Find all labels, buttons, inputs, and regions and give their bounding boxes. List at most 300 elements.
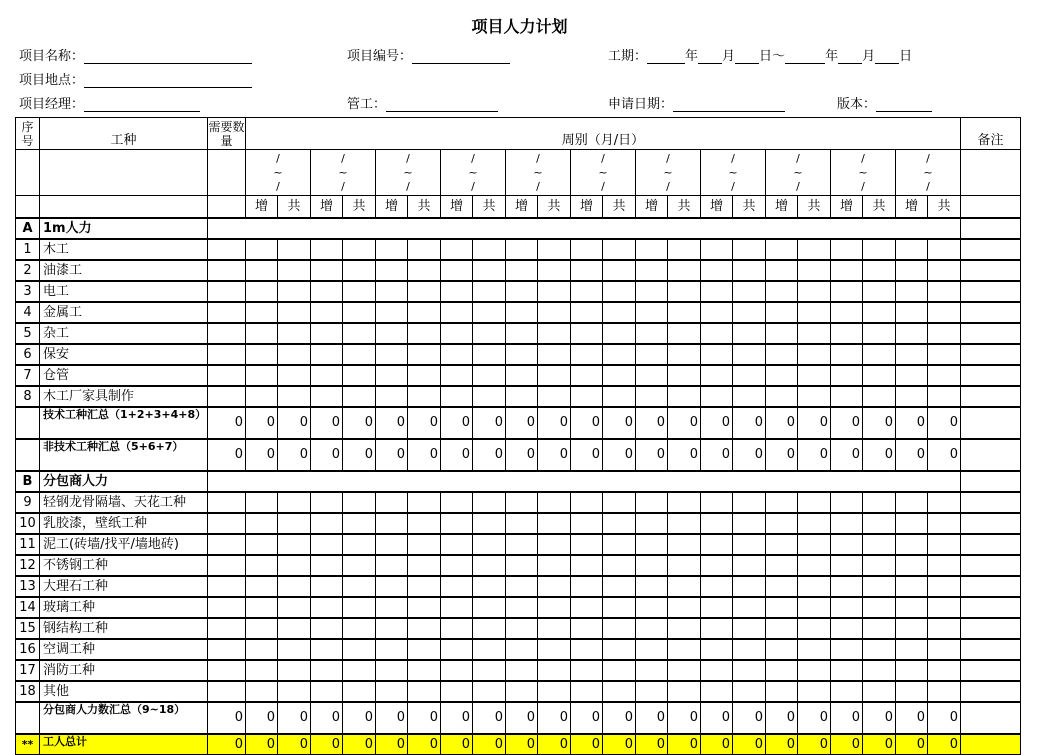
total-cell[interactable] (278, 302, 311, 323)
remark-cell[interactable] (961, 365, 1021, 386)
total-cell[interactable] (603, 513, 636, 534)
total-cell[interactable] (343, 555, 376, 576)
total-cell[interactable] (473, 555, 506, 576)
inc-cell[interactable] (246, 513, 278, 534)
total-cell[interactable] (928, 660, 961, 681)
total-cell[interactable] (733, 344, 766, 365)
inc-cell[interactable] (831, 597, 863, 618)
apply-date-field[interactable] (608, 93, 785, 112)
inc-cell[interactable] (571, 323, 603, 344)
inc-cell[interactable] (896, 681, 928, 702)
inc-cell[interactable] (701, 386, 733, 407)
inc-cell[interactable] (441, 281, 473, 302)
inc-cell[interactable] (571, 555, 603, 576)
total-cell[interactable] (733, 681, 766, 702)
total-cell[interactable] (278, 386, 311, 407)
total-cell[interactable] (278, 344, 311, 365)
need-cell[interactable] (208, 534, 246, 555)
total-cell[interactable] (538, 344, 571, 365)
total-cell[interactable] (863, 597, 896, 618)
week-date-cell[interactable] (636, 150, 701, 196)
inc-cell[interactable] (441, 660, 473, 681)
inc-cell[interactable] (896, 534, 928, 555)
inc-cell[interactable] (376, 513, 408, 534)
need-cell[interactable] (208, 260, 246, 281)
total-cell[interactable] (343, 365, 376, 386)
total-cell[interactable] (278, 681, 311, 702)
total-cell[interactable] (733, 365, 766, 386)
remark-cell[interactable] (961, 681, 1021, 702)
inc-cell[interactable] (701, 576, 733, 597)
inc-cell[interactable] (506, 281, 538, 302)
total-cell[interactable] (733, 239, 766, 260)
inc-cell[interactable] (571, 597, 603, 618)
total-cell[interactable] (278, 576, 311, 597)
need-cell[interactable] (208, 513, 246, 534)
total-cell[interactable] (473, 365, 506, 386)
inc-cell[interactable] (896, 513, 928, 534)
total-cell[interactable] (343, 639, 376, 660)
total-cell[interactable] (473, 597, 506, 618)
total-cell[interactable] (473, 576, 506, 597)
manager-field[interactable] (19, 93, 200, 112)
remark-cell[interactable] (961, 386, 1021, 407)
inc-cell[interactable] (441, 513, 473, 534)
inc-cell[interactable] (701, 260, 733, 281)
inc-cell[interactable] (311, 639, 343, 660)
total-cell[interactable] (343, 302, 376, 323)
total-cell[interactable] (928, 323, 961, 344)
inc-cell[interactable] (766, 386, 798, 407)
week-date-cell[interactable] (246, 150, 311, 196)
inc-cell[interactable] (636, 555, 668, 576)
inc-cell[interactable] (571, 618, 603, 639)
total-cell[interactable] (538, 597, 571, 618)
total-cell[interactable] (538, 513, 571, 534)
inc-cell[interactable] (636, 386, 668, 407)
total-cell[interactable] (538, 492, 571, 513)
total-cell[interactable] (863, 260, 896, 281)
total-cell[interactable] (278, 639, 311, 660)
total-cell[interactable] (408, 365, 441, 386)
week-date-cell[interactable] (701, 150, 766, 196)
total-cell[interactable] (343, 618, 376, 639)
inc-cell[interactable] (896, 344, 928, 365)
total-cell[interactable] (603, 576, 636, 597)
total-cell[interactable] (603, 239, 636, 260)
total-cell[interactable] (798, 365, 831, 386)
total-cell[interactable] (278, 597, 311, 618)
total-cell[interactable] (798, 513, 831, 534)
inc-cell[interactable] (506, 660, 538, 681)
total-cell[interactable] (668, 597, 701, 618)
total-cell[interactable] (603, 555, 636, 576)
total-cell[interactable] (863, 513, 896, 534)
total-cell[interactable] (538, 534, 571, 555)
inc-cell[interactable] (506, 344, 538, 365)
total-cell[interactable] (473, 513, 506, 534)
total-cell[interactable] (473, 534, 506, 555)
need-cell[interactable] (208, 281, 246, 302)
week-date-cell[interactable] (831, 150, 896, 196)
inc-cell[interactable] (766, 639, 798, 660)
total-cell[interactable] (928, 618, 961, 639)
remark-cell[interactable] (961, 407, 1021, 439)
total-cell[interactable] (603, 597, 636, 618)
remark-cell[interactable] (961, 660, 1021, 681)
total-cell[interactable] (928, 344, 961, 365)
total-cell[interactable] (928, 302, 961, 323)
inc-cell[interactable] (766, 281, 798, 302)
total-cell[interactable] (733, 513, 766, 534)
total-cell[interactable] (343, 386, 376, 407)
total-cell[interactable] (278, 618, 311, 639)
project-name-field[interactable] (19, 45, 252, 64)
inc-cell[interactable] (441, 576, 473, 597)
inc-cell[interactable] (311, 681, 343, 702)
inc-cell[interactable] (311, 660, 343, 681)
supervisor-field[interactable] (347, 93, 498, 112)
inc-cell[interactable] (311, 260, 343, 281)
inc-cell[interactable] (376, 660, 408, 681)
inc-cell[interactable] (311, 555, 343, 576)
total-cell[interactable] (798, 555, 831, 576)
inc-cell[interactable] (766, 618, 798, 639)
inc-cell[interactable] (246, 660, 278, 681)
inc-cell[interactable] (831, 260, 863, 281)
total-cell[interactable] (343, 534, 376, 555)
inc-cell[interactable] (311, 281, 343, 302)
inc-cell[interactable] (636, 344, 668, 365)
inc-cell[interactable] (506, 323, 538, 344)
location-blank[interactable] (84, 74, 252, 88)
total-cell[interactable] (408, 281, 441, 302)
manager-blank[interactable] (84, 98, 200, 112)
inc-cell[interactable] (831, 660, 863, 681)
total-cell[interactable] (408, 555, 441, 576)
total-cell[interactable] (668, 513, 701, 534)
total-cell[interactable] (343, 239, 376, 260)
inc-cell[interactable] (246, 281, 278, 302)
inc-cell[interactable] (246, 534, 278, 555)
total-cell[interactable] (798, 260, 831, 281)
remark-cell[interactable] (961, 471, 1021, 492)
inc-cell[interactable] (896, 576, 928, 597)
inc-cell[interactable] (376, 365, 408, 386)
total-cell[interactable] (733, 281, 766, 302)
total-cell[interactable] (473, 639, 506, 660)
inc-cell[interactable] (896, 239, 928, 260)
inc-cell[interactable] (571, 344, 603, 365)
inc-cell[interactable] (831, 639, 863, 660)
total-cell[interactable] (668, 344, 701, 365)
inc-cell[interactable] (636, 597, 668, 618)
total-cell[interactable] (863, 365, 896, 386)
remark-cell[interactable] (961, 260, 1021, 281)
total-cell[interactable] (668, 576, 701, 597)
inc-cell[interactable] (831, 386, 863, 407)
inc-cell[interactable] (896, 386, 928, 407)
inc-cell[interactable] (441, 534, 473, 555)
inc-cell[interactable] (831, 365, 863, 386)
remark-cell[interactable] (961, 513, 1021, 534)
total-cell[interactable] (473, 239, 506, 260)
inc-cell[interactable] (831, 576, 863, 597)
inc-cell[interactable] (376, 344, 408, 365)
inc-cell[interactable] (701, 344, 733, 365)
inc-cell[interactable] (506, 618, 538, 639)
inc-cell[interactable] (701, 365, 733, 386)
total-cell[interactable] (668, 302, 701, 323)
remark-cell[interactable] (961, 492, 1021, 513)
inc-cell[interactable] (766, 344, 798, 365)
total-cell[interactable] (603, 660, 636, 681)
inc-cell[interactable] (636, 281, 668, 302)
remark-cell[interactable] (961, 302, 1021, 323)
inc-cell[interactable] (311, 492, 343, 513)
inc-cell[interactable] (766, 597, 798, 618)
inc-cell[interactable] (376, 576, 408, 597)
total-cell[interactable] (928, 576, 961, 597)
inc-cell[interactable] (506, 555, 538, 576)
total-cell[interactable] (408, 513, 441, 534)
total-cell[interactable] (863, 639, 896, 660)
inc-cell[interactable] (506, 576, 538, 597)
inc-cell[interactable] (571, 576, 603, 597)
inc-cell[interactable] (311, 239, 343, 260)
inc-cell[interactable] (701, 618, 733, 639)
inc-cell[interactable] (636, 323, 668, 344)
week-date-cell[interactable] (311, 150, 376, 196)
total-cell[interactable] (928, 555, 961, 576)
inc-cell[interactable] (376, 555, 408, 576)
inc-cell[interactable] (506, 681, 538, 702)
inc-cell[interactable] (506, 639, 538, 660)
inc-cell[interactable] (246, 323, 278, 344)
total-cell[interactable] (863, 281, 896, 302)
total-cell[interactable] (278, 239, 311, 260)
total-cell[interactable] (473, 344, 506, 365)
need-cell[interactable] (208, 323, 246, 344)
total-cell[interactable] (278, 492, 311, 513)
total-cell[interactable] (278, 281, 311, 302)
inc-cell[interactable] (441, 639, 473, 660)
inc-cell[interactable] (506, 260, 538, 281)
total-cell[interactable] (798, 323, 831, 344)
total-cell[interactable] (538, 281, 571, 302)
total-cell[interactable] (733, 618, 766, 639)
inc-cell[interactable] (636, 681, 668, 702)
total-cell[interactable] (863, 555, 896, 576)
need-cell[interactable] (208, 386, 246, 407)
total-cell[interactable] (733, 576, 766, 597)
total-cell[interactable] (538, 302, 571, 323)
inc-cell[interactable] (376, 639, 408, 660)
total-cell[interactable] (343, 260, 376, 281)
remark-cell[interactable] (961, 597, 1021, 618)
total-cell[interactable] (278, 534, 311, 555)
total-cell[interactable] (668, 618, 701, 639)
total-cell[interactable] (798, 576, 831, 597)
total-cell[interactable] (473, 281, 506, 302)
project-name-blank[interactable] (84, 50, 252, 64)
total-cell[interactable] (538, 365, 571, 386)
inc-cell[interactable] (896, 492, 928, 513)
inc-cell[interactable] (506, 492, 538, 513)
inc-cell[interactable] (766, 681, 798, 702)
version-blank[interactable] (876, 98, 932, 112)
inc-cell[interactable] (441, 302, 473, 323)
total-cell[interactable] (343, 344, 376, 365)
inc-cell[interactable] (311, 344, 343, 365)
inc-cell[interactable] (571, 365, 603, 386)
inc-cell[interactable] (831, 534, 863, 555)
total-cell[interactable] (538, 323, 571, 344)
inc-cell[interactable] (896, 639, 928, 660)
total-cell[interactable] (733, 386, 766, 407)
inc-cell[interactable] (376, 534, 408, 555)
total-cell[interactable] (863, 239, 896, 260)
inc-cell[interactable] (246, 302, 278, 323)
inc-cell[interactable] (766, 239, 798, 260)
remark-cell[interactable] (961, 618, 1021, 639)
total-cell[interactable] (603, 365, 636, 386)
total-cell[interactable] (928, 534, 961, 555)
inc-cell[interactable] (701, 302, 733, 323)
total-cell[interactable] (473, 260, 506, 281)
inc-cell[interactable] (441, 555, 473, 576)
total-cell[interactable] (473, 681, 506, 702)
total-cell[interactable] (278, 260, 311, 281)
total-cell[interactable] (668, 639, 701, 660)
remark-cell[interactable] (961, 344, 1021, 365)
need-cell[interactable] (208, 239, 246, 260)
total-cell[interactable] (928, 597, 961, 618)
inc-cell[interactable] (441, 239, 473, 260)
total-cell[interactable] (863, 492, 896, 513)
inc-cell[interactable] (896, 323, 928, 344)
total-cell[interactable] (603, 386, 636, 407)
inc-cell[interactable] (766, 365, 798, 386)
total-cell[interactable] (343, 576, 376, 597)
total-cell[interactable] (343, 660, 376, 681)
total-cell[interactable] (668, 260, 701, 281)
total-cell[interactable] (343, 513, 376, 534)
inc-cell[interactable] (376, 681, 408, 702)
total-cell[interactable] (798, 660, 831, 681)
remark-cell[interactable] (961, 702, 1021, 734)
total-cell[interactable] (863, 302, 896, 323)
inc-cell[interactable] (831, 344, 863, 365)
inc-cell[interactable] (376, 239, 408, 260)
need-cell[interactable] (208, 555, 246, 576)
need-cell[interactable] (208, 597, 246, 618)
total-cell[interactable] (278, 365, 311, 386)
inc-cell[interactable] (896, 618, 928, 639)
total-cell[interactable] (863, 618, 896, 639)
inc-cell[interactable] (831, 618, 863, 639)
inc-cell[interactable] (766, 513, 798, 534)
total-cell[interactable] (538, 239, 571, 260)
total-cell[interactable] (733, 302, 766, 323)
week-date-cell[interactable] (766, 150, 831, 196)
need-cell[interactable] (208, 660, 246, 681)
inc-cell[interactable] (766, 492, 798, 513)
need-cell[interactable] (208, 681, 246, 702)
inc-cell[interactable] (636, 239, 668, 260)
inc-cell[interactable] (896, 660, 928, 681)
inc-cell[interactable] (701, 639, 733, 660)
apply-date-blank[interactable] (673, 98, 785, 112)
inc-cell[interactable] (831, 323, 863, 344)
total-cell[interactable] (798, 597, 831, 618)
total-cell[interactable] (863, 323, 896, 344)
inc-cell[interactable] (766, 576, 798, 597)
inc-cell[interactable] (766, 534, 798, 555)
need-cell[interactable] (208, 618, 246, 639)
total-cell[interactable] (538, 576, 571, 597)
total-cell[interactable] (278, 660, 311, 681)
remark-cell[interactable] (961, 576, 1021, 597)
total-cell[interactable] (473, 302, 506, 323)
week-date-cell[interactable] (571, 150, 636, 196)
total-cell[interactable] (733, 555, 766, 576)
inc-cell[interactable] (701, 681, 733, 702)
remark-cell[interactable] (961, 439, 1021, 471)
version-field[interactable] (837, 93, 932, 112)
total-cell[interactable] (863, 344, 896, 365)
inc-cell[interactable] (441, 260, 473, 281)
inc-cell[interactable] (766, 260, 798, 281)
remark-cell[interactable] (961, 239, 1021, 260)
inc-cell[interactable] (311, 323, 343, 344)
total-cell[interactable] (538, 618, 571, 639)
total-cell[interactable] (928, 239, 961, 260)
total-cell[interactable] (343, 281, 376, 302)
inc-cell[interactable] (376, 260, 408, 281)
total-cell[interactable] (928, 513, 961, 534)
total-cell[interactable] (733, 639, 766, 660)
inc-cell[interactable] (246, 681, 278, 702)
total-cell[interactable] (928, 260, 961, 281)
total-cell[interactable] (798, 239, 831, 260)
remark-cell[interactable] (961, 281, 1021, 302)
inc-cell[interactable] (701, 597, 733, 618)
week-date-cell[interactable] (896, 150, 961, 196)
inc-cell[interactable] (441, 386, 473, 407)
inc-cell[interactable] (896, 597, 928, 618)
inc-cell[interactable] (896, 281, 928, 302)
remark-cell[interactable] (961, 734, 1021, 755)
total-cell[interactable] (733, 323, 766, 344)
need-cell[interactable] (208, 365, 246, 386)
total-cell[interactable] (798, 618, 831, 639)
total-cell[interactable] (928, 492, 961, 513)
inc-cell[interactable] (636, 302, 668, 323)
total-cell[interactable] (798, 639, 831, 660)
inc-cell[interactable] (311, 618, 343, 639)
total-cell[interactable] (863, 660, 896, 681)
inc-cell[interactable] (571, 639, 603, 660)
total-cell[interactable] (603, 534, 636, 555)
total-cell[interactable] (668, 281, 701, 302)
need-cell[interactable] (208, 344, 246, 365)
total-cell[interactable] (668, 323, 701, 344)
inc-cell[interactable] (571, 386, 603, 407)
inc-cell[interactable] (376, 302, 408, 323)
inc-cell[interactable] (311, 576, 343, 597)
total-cell[interactable] (343, 492, 376, 513)
